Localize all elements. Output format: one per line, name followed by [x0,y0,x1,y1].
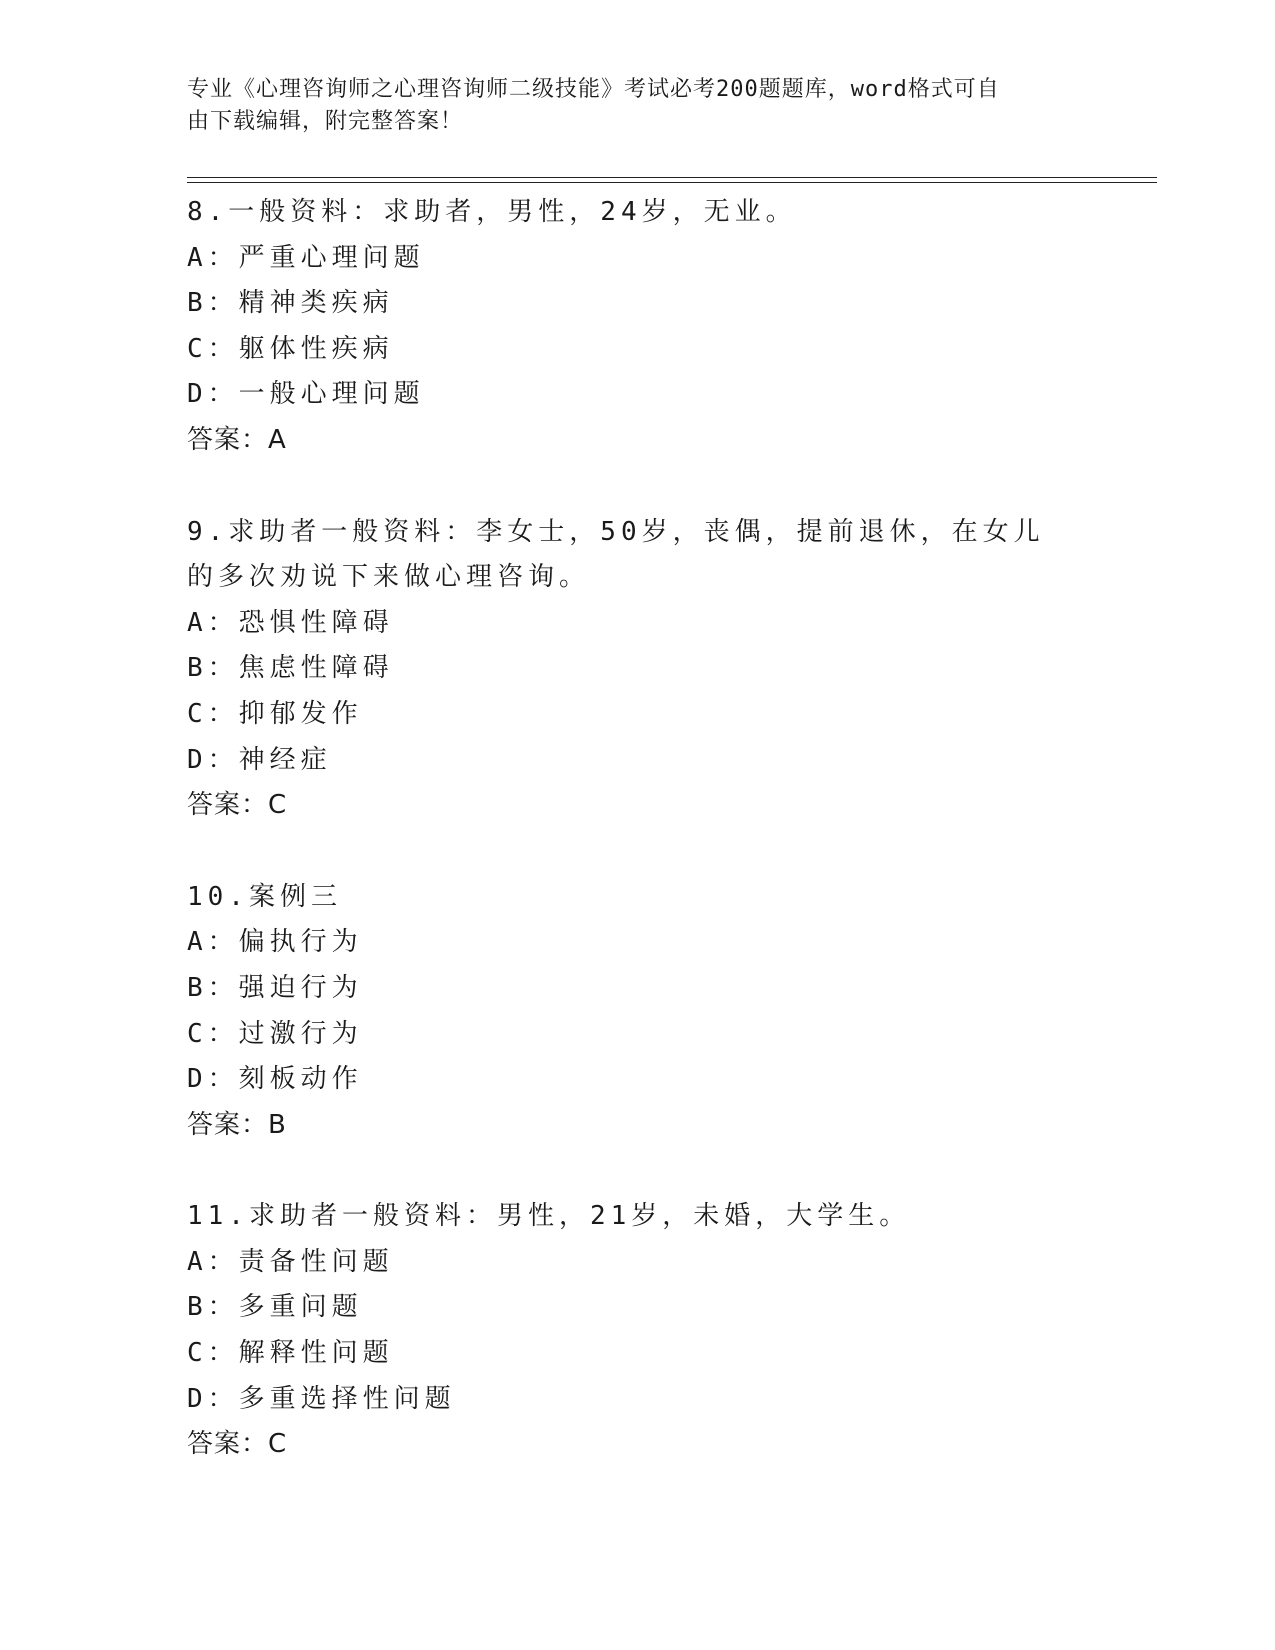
question-stem: 10.案例三 [187,881,342,912]
question-list [187,190,1087,1514]
answer-line: 答案：C [187,1429,288,1460]
header-line-2: 由下载编辑，附完整答案！ [187,109,464,134]
answer-line: 答案：B [187,1109,287,1140]
question-10 [187,875,1087,1149]
option-d: D：神经症 [187,744,332,775]
question-stem: 11.求助者一般资料：男性，21岁，未婚，大学生。 [187,1201,911,1232]
option-b: B：精神类疾病 [187,288,394,319]
option-d: D：多重选择性问题 [187,1383,456,1414]
header-divider-top [187,177,1157,178]
option-a: A：责备性问题 [187,1246,394,1277]
option-c: C：躯体性疾病 [187,333,394,364]
question-11 [187,1194,1087,1468]
option-c: C：解释性问题 [187,1338,394,1369]
answer-line: 答案：C [187,790,288,821]
option-a: A：严重心理问题 [187,242,425,273]
header-line-1: 专业《心理咨询师之心理咨询师二级技能》考试必考200题题库，word格式可自 [187,77,1000,102]
option-a: A：偏执行为 [187,927,363,958]
header-divider-bottom [187,182,1157,183]
question-stem: 8.一般资料：求助者，男性，24岁，无业。 [187,197,797,227]
option-a: A：恐惧性障碍 [187,607,394,638]
option-d: D：刻板动作 [187,1064,363,1095]
answer-line: 答案：A [187,424,287,455]
option-b: B：焦虑性障碍 [187,653,394,684]
document-header [187,74,1067,138]
option-b: B：强迫行为 [187,972,363,1003]
question-9 [187,510,1087,829]
option-c: C：抑郁发作 [187,698,363,729]
question-8 [187,190,1087,464]
option-b: B：多重问题 [187,1292,363,1323]
question-stem: 9.求助者一般资料：李女士，50岁，丧偶，提前退休，在女儿的多次劝说下来做心理咨询。 [187,516,1045,593]
option-c: C：过激行为 [187,1018,363,1049]
option-d: D：一般心理问题 [187,379,425,410]
